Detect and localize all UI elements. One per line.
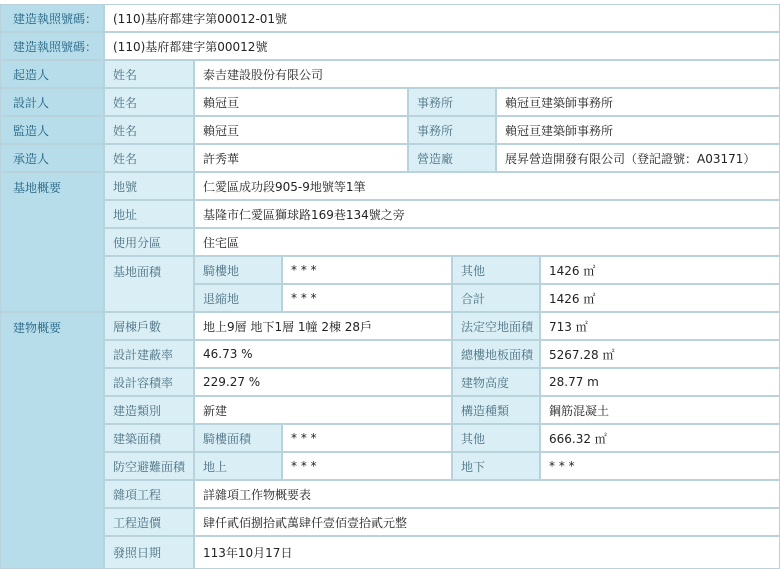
- misc-works-label: 雜項工程: [104, 480, 194, 508]
- original-permit-number-value: (110)基府都建字第00012號: [104, 32, 780, 60]
- site-lot-value: 仁愛區成功段905-9地號等1筆: [194, 172, 780, 200]
- contractor-firm-label: 營造廠: [408, 144, 496, 172]
- project-cost-label: 工程造價: [104, 508, 194, 536]
- issue-date-label: 發照日期: [104, 536, 194, 569]
- shelter-above-label: 地上: [194, 452, 282, 480]
- building-other-label: 其他: [452, 424, 540, 452]
- site-address-label: 地址: [104, 200, 194, 228]
- far-label: 設計容積率: [104, 368, 194, 396]
- permit-number-label: 建造執照號碼：: [0, 4, 104, 32]
- coverage-label: 設計建蔽率: [104, 340, 194, 368]
- building-arcade-label: 騎樓面積: [194, 424, 282, 452]
- construction-type-value: 新建: [194, 396, 452, 424]
- shelter-below-label: 地下: [452, 452, 540, 480]
- building-area-label: 建築面積: [104, 424, 194, 452]
- construction-type-label: 建造類別: [104, 396, 194, 424]
- supervisor-name-value: 賴冠亘: [194, 116, 408, 144]
- permit-number-value: (110)基府都建字第00012-01號: [104, 4, 780, 32]
- misc-works-value: 詳雜項工作物概要表: [194, 480, 780, 508]
- contractor-name-label: 姓名: [104, 144, 194, 172]
- designer-name-value: 賴冠亘: [194, 88, 408, 116]
- original-permit-number-label: 建造執照號碼：: [0, 32, 104, 60]
- site-zoning-value: 住宅區: [194, 228, 780, 256]
- height-value: 28.77 m: [540, 368, 780, 396]
- far-value: 229.27 %: [194, 368, 452, 396]
- building-section-label: 建物概要: [0, 312, 104, 569]
- owner-name-label: 姓名: [104, 60, 194, 88]
- shelter-area-label: 防空避難面積: [104, 452, 194, 480]
- building-floors-label: 層棟戶數: [104, 312, 194, 340]
- coverage-value: 46.73 %: [194, 340, 452, 368]
- site-other-label: 其他: [452, 256, 540, 284]
- designer-name-label: 姓名: [104, 88, 194, 116]
- site-setback-label: 退縮地: [194, 284, 282, 312]
- structure-label: 構造種類: [452, 396, 540, 424]
- site-total-label: 合計: [452, 284, 540, 312]
- contractor-name-value: 許秀華: [194, 144, 408, 172]
- site-arcade-value: * * *: [282, 256, 452, 284]
- height-label: 建物高度: [452, 368, 540, 396]
- issue-date-value: 113年10月17日: [194, 536, 780, 569]
- site-area-label: 基地面積: [104, 256, 194, 312]
- shelter-above-value: * * *: [282, 452, 452, 480]
- building-other-value: 666.32 ㎡: [540, 424, 780, 452]
- designer-office-value: 賴冠亘建築師事務所: [496, 88, 780, 116]
- open-space-value: 713 ㎡: [540, 312, 780, 340]
- floor-area-value: 5267.28 ㎡: [540, 340, 780, 368]
- building-floors-value: 地上9層 地下1層 1幢 2棟 28戶: [194, 312, 452, 340]
- structure-value: 鋼筋混凝土: [540, 396, 780, 424]
- site-section-label: 基地概要: [0, 172, 104, 312]
- supervisor-office-value: 賴冠亘建築師事務所: [496, 116, 780, 144]
- floor-area-label: 總樓地板面積: [452, 340, 540, 368]
- supervisor-name-label: 姓名: [104, 116, 194, 144]
- site-lot-label: 地號: [104, 172, 194, 200]
- site-setback-value: * * *: [282, 284, 452, 312]
- owner-name-value: 泰吉建設股份有限公司: [194, 60, 780, 88]
- shelter-below-value: * * *: [540, 452, 780, 480]
- site-zoning-label: 使用分區: [104, 228, 194, 256]
- site-other-value: 1426 ㎡: [540, 256, 780, 284]
- supervisor-office-label: 事務所: [408, 116, 496, 144]
- contractor-firm-value: 展昇營造開發有限公司（登記證號：A03171）: [496, 144, 780, 172]
- building-arcade-value: * * *: [282, 424, 452, 452]
- site-address-value: 基隆市仁愛區獅球路169巷134號之旁: [194, 200, 780, 228]
- owner-section-label: 起造人: [0, 60, 104, 88]
- contractor-section-label: 承造人: [0, 144, 104, 172]
- project-cost-value: 肆仟貳佰捌拾貳萬肆仟壹佰壹拾貳元整: [194, 508, 780, 536]
- designer-office-label: 事務所: [408, 88, 496, 116]
- supervisor-section-label: 監造人: [0, 116, 104, 144]
- site-arcade-label: 騎樓地: [194, 256, 282, 284]
- site-total-value: 1426 ㎡: [540, 284, 780, 312]
- designer-section-label: 設計人: [0, 88, 104, 116]
- open-space-label: 法定空地面積: [452, 312, 540, 340]
